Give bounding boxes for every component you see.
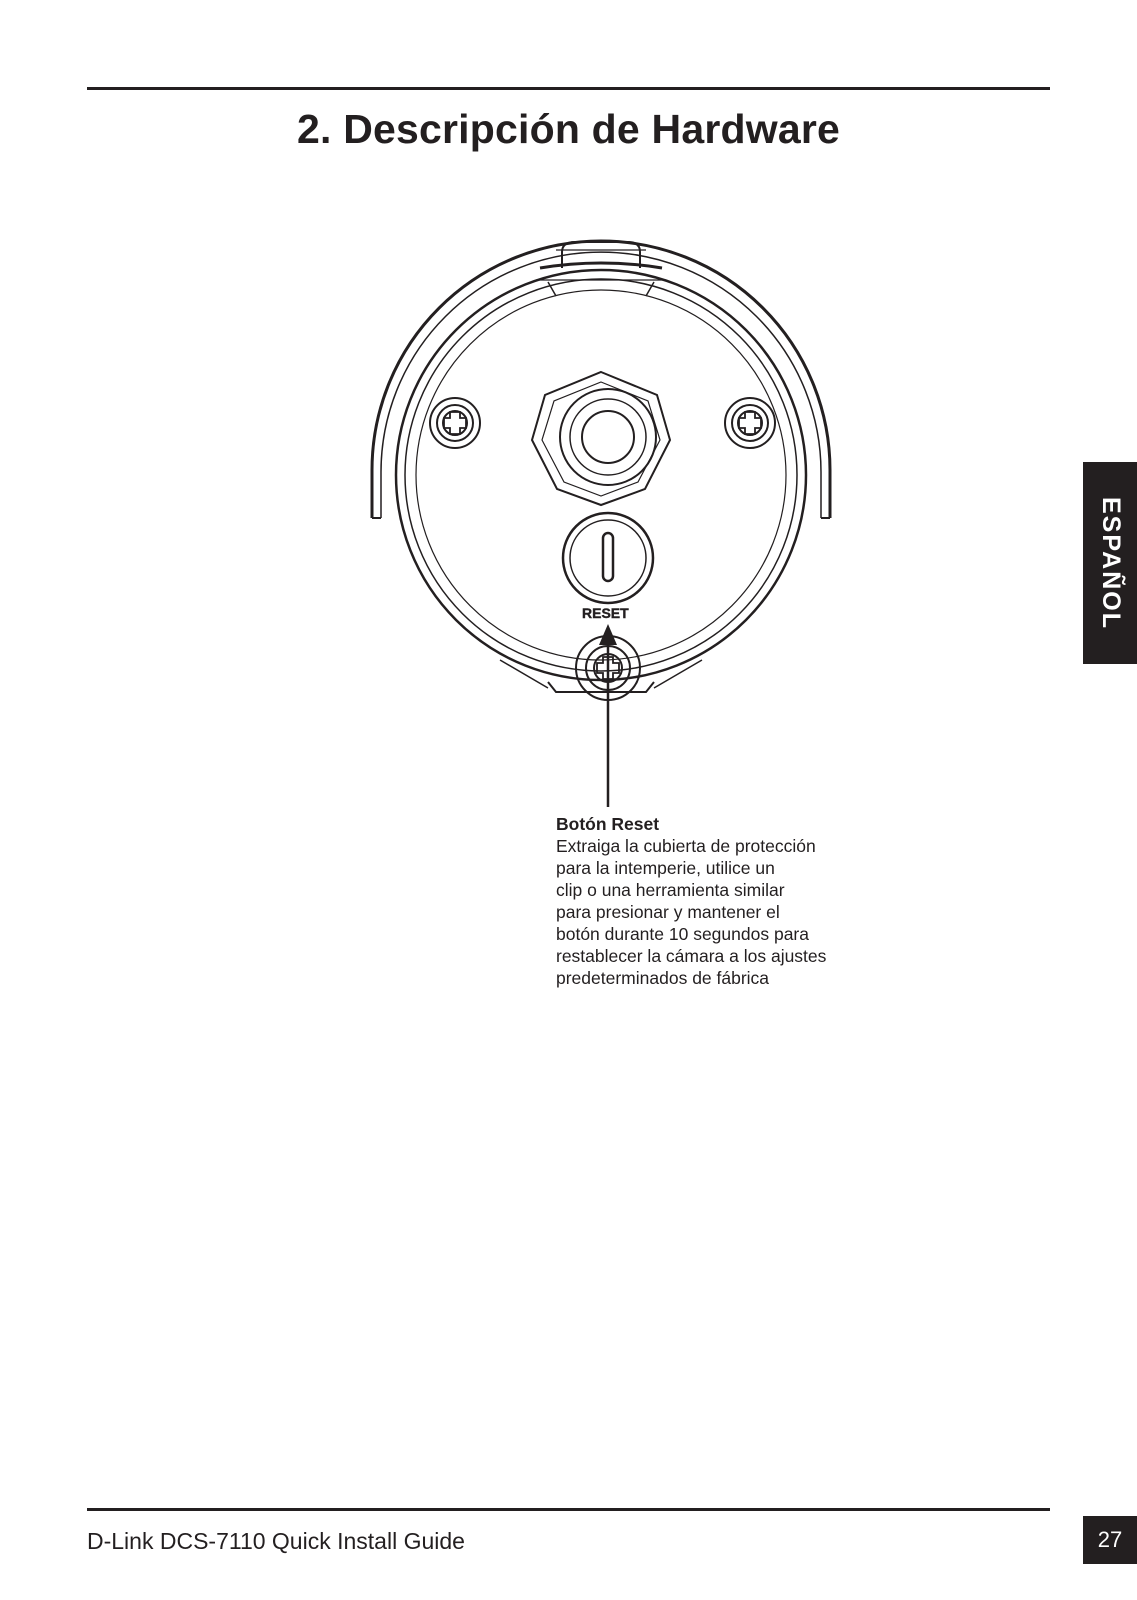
camera-rear-illustration [360,235,860,815]
footer-guide-title: D-Link DCS-7110 Quick Install Guide [87,1528,465,1554]
bottom-bracket [548,682,654,692]
reset-button-callout [556,813,876,989]
callout-heading: Botón Reset [556,814,660,834]
page-title: 2. Descripción de Hardware [297,106,840,152]
reset-button-cover [563,513,653,603]
callout-arrowhead [599,624,617,645]
right-screw [725,398,775,448]
page-number: 27 [1083,1516,1137,1564]
reset-label: RESET [582,605,629,621]
footer-rule [87,1508,1050,1511]
sun-hood-outer [372,241,830,518]
header-rule [87,87,1050,90]
callout-body: Extraiga la cubierta de protección para la intemperie, utilice un clip o una herramienta similar para presionar y mantener el botón durante 10 segundos para restablecer la cámara a los ajustes predeterminados de fábrica [556,836,827,988]
left-screw [430,398,480,448]
language-tab-label: ESPAÑOL [1096,496,1125,630]
cable-gland [532,372,670,505]
language-tab [1083,462,1137,664]
